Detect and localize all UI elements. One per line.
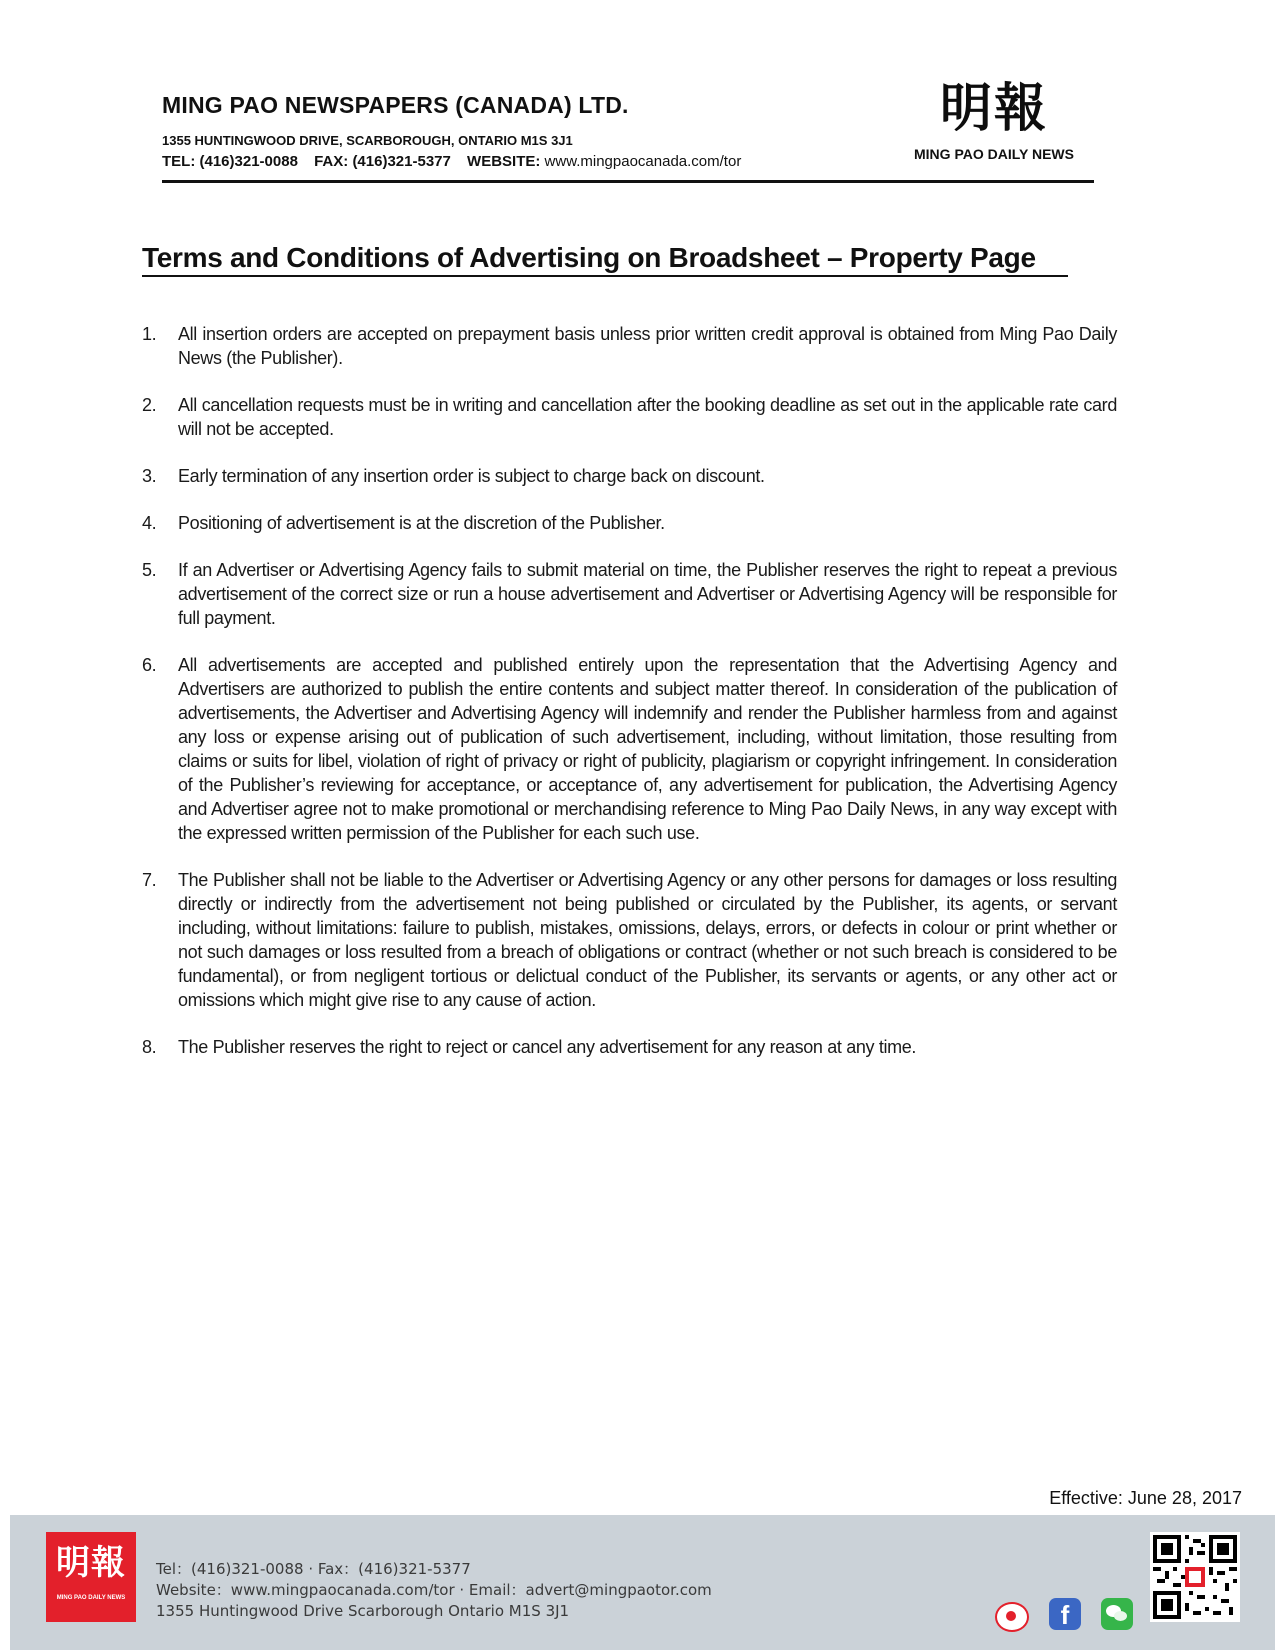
term-text: All insertion orders are accepted on prepayment basis unless prior written credit approval is obtained from Ming Pao Daily News (the Publisher).: [178, 324, 1117, 368]
website-label: WEBSITE:: [467, 153, 541, 170]
header-divider: [162, 180, 1094, 183]
term-item-6: [140, 653, 1117, 845]
term-text: Early termination of any insertion order is subject to charge back on discount.: [178, 466, 765, 486]
effective-date: Effective: June 28, 2017: [1049, 1488, 1242, 1508]
term-number: 5.: [142, 560, 157, 580]
tel-value: (416)321-0088: [199, 153, 298, 170]
logo-caption: MING PAO DAILY NEWS: [914, 146, 1074, 162]
term-number: 4.: [142, 513, 157, 533]
document-title: Terms and Conditions of Advertising on Broadsheet – Property Page: [142, 242, 1068, 277]
letterhead: [162, 78, 1094, 185]
qr-code-icon: [1150, 1532, 1240, 1622]
company-address: 1355 HUNTINGWOOD DRIVE, SCARBOROUGH, ONTARIO M1S 3J1: [162, 133, 573, 148]
fax-value: (416)321-5377: [352, 153, 451, 170]
term-item-8: [140, 1035, 1117, 1059]
facebook-icon[interactable]: f: [1049, 1598, 1081, 1630]
footer-web-email-line[interactable]: Website：www.mingpaocanada.com/tor · Email：advert@mingpaotor.com: [156, 1581, 712, 1599]
tel-label: TEL:: [162, 153, 196, 170]
term-number: 1.: [142, 324, 157, 344]
wechat-icon[interactable]: [1101, 1598, 1133, 1630]
term-number: 7.: [142, 870, 157, 890]
weibo-icon[interactable]: [995, 1602, 1029, 1632]
term-text: Positioning of advertisement is at the discretion of the Publisher.: [178, 513, 665, 533]
term-item-7: [140, 868, 1117, 1012]
term-number: 6.: [142, 655, 157, 675]
website-link[interactable]: www.mingpaocanada.com/tor: [544, 153, 742, 170]
term-number: 3.: [142, 466, 157, 486]
term-number: 8.: [142, 1037, 157, 1057]
fax-label: FAX:: [314, 153, 349, 170]
logo-chinese-text: 明報: [939, 78, 1048, 139]
term-text: The Publisher reserves the right to reject or cancel any advertisement for any reason at any time.: [178, 1037, 917, 1057]
term-item-5: [140, 558, 1117, 630]
company-contact: [162, 153, 741, 170]
term-text: All cancellation requests must be in writing and cancellation after the booking deadline as set out in the applicable rate card will not be accepted.: [178, 395, 1117, 439]
term-item-2: [140, 393, 1117, 441]
footer-band: [10, 1515, 1275, 1650]
term-text: All advertisements are accepted and published entirely upon the representation that the Advertising Agency and Advertisers are authorized to publish the entire contents and subject matter thereof. In consideration of the publication of advertisements, the Advertiser and Advertising Agency will indemnify and render the Publisher harmless from and against any loss or expense arising out of publication of such advertisement, including, without limitation, those resulting from claims or suits for libel, violation of right of privacy or right of publicity, plagiarism or copyright infringement. In consideration of the Publisher’s reviewing for acceptance, or acceptance of, any advertisement for publication, the Advertising Agency and Advertiser agree not to make promotional or merchandising reference to Ming Pao Daily News, in any way except with the expressed written permission of the Publisher for each such use.: [178, 655, 1117, 843]
term-number: 2.: [142, 395, 157, 415]
term-item-1: [140, 322, 1117, 370]
footer-contact: [156, 1559, 712, 1622]
term-text: If an Advertiser or Advertising Agency fails to submit material on time, the Publisher reserves the right to repeat a previous advertisement of the correct size or run a house advertisement and Advertiser or Advertising Agency will be responsible for full payment.: [178, 560, 1117, 628]
footer-logo-chinese: 明報: [56, 1543, 126, 1583]
footer-address-line: 1355 Huntingwood Drive Scarborough Ontario M1S 3J1: [156, 1602, 570, 1620]
footer-phone-line: Tel：(416)321-0088 · Fax：(416)321-5377: [156, 1560, 471, 1578]
company-name: MING PAO NEWSPAPERS (CANADA) LTD.: [162, 92, 629, 118]
term-item-3: [140, 464, 1117, 488]
terms-list: [140, 322, 1117, 1082]
footer-logo: [46, 1532, 136, 1622]
term-item-4: [140, 511, 1117, 535]
footer-logo-caption: MING PAO DAILY NEWS: [56, 1595, 126, 1601]
ming-pao-logo: [894, 78, 1094, 162]
term-text: The Publisher shall not be liable to the Advertiser or Advertising Agency or any other persons for damages or loss resulting directly or indirectly from the advertisement not being published or circulated by the Publisher, its agents, or servant including, without limitations: failure to publish, mistakes, omissions, delays, errors, or defects in colour or print whether or not such damages or loss resulted from a breach of obligations or contract (whether or not such breach is considered to be fundamental), or from negligent tortious or delictual conduct of the Publisher, its servants or agents, or any other act or omissions which might give rise to any cause of action.: [178, 870, 1117, 1010]
